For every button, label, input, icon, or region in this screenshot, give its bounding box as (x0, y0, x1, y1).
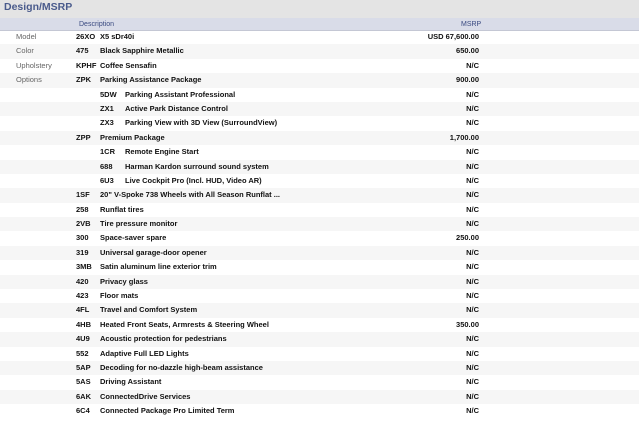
option-description: Acoustic protection for pedestrians (100, 334, 227, 344)
table-row (0, 375, 639, 389)
option-description: Space-saver spare (100, 233, 167, 243)
option-code: ZX1 (100, 103, 114, 113)
option-price: 1,700.00 (449, 132, 479, 142)
option-description: Premium Package (100, 132, 165, 142)
description-column-header: Description (79, 21, 115, 28)
option-code: 6AK (76, 391, 92, 401)
table-row (0, 88, 639, 102)
option-price: N/C (466, 161, 479, 171)
msrp-column-header: MSRP (461, 21, 482, 28)
option-code: 5DW (100, 89, 117, 99)
option-price: N/C (466, 147, 479, 157)
option-price: N/C (466, 406, 479, 416)
option-description: Adaptive Full LED Lights (100, 348, 189, 358)
option-price: USD 67,600.00 (427, 32, 479, 41)
option-code: 300 (76, 233, 89, 243)
option-description: Tire pressure monitor (100, 219, 178, 229)
option-description: Parking Assistant Professional (125, 89, 236, 99)
table-row (0, 102, 639, 116)
option-price: N/C (466, 377, 479, 387)
option-description: Black Sapphire Metallic (100, 46, 184, 56)
option-price: 650.00 (456, 46, 479, 56)
table-row (0, 73, 639, 87)
section-title: Design/MSRP (4, 1, 73, 13)
option-price: N/C (466, 291, 479, 301)
table-row (0, 246, 639, 260)
option-price: 350.00 (456, 319, 479, 329)
option-description: X5 sDr40i (100, 32, 135, 41)
option-code: 4FL (76, 305, 90, 315)
option-code: 6C4 (76, 406, 90, 416)
option-description: Parking View with 3D View (SurroundView) (125, 118, 278, 128)
option-price: N/C (466, 89, 479, 99)
option-description: ConnectedDrive Services (100, 391, 191, 401)
option-description: Travel and Comfort System (100, 305, 198, 315)
option-price: N/C (466, 219, 479, 229)
option-description: Heated Front Seats, Armrests & Steering Wheel (100, 319, 269, 329)
option-price: N/C (466, 103, 479, 113)
option-price: N/C (466, 391, 479, 401)
option-price: N/C (466, 262, 479, 272)
table-row (0, 332, 639, 346)
option-code: 4HB (76, 319, 92, 329)
row-category: Upholstery (16, 60, 52, 70)
option-code: KPHF (76, 60, 97, 70)
option-code: 4U9 (76, 334, 90, 344)
option-description: Harman Kardon surround sound system (125, 161, 269, 171)
table-row (0, 303, 639, 317)
table-row (0, 318, 639, 332)
option-code: 3MB (76, 262, 92, 272)
option-description: Decoding for no-dazzle high-beam assistance (100, 362, 263, 372)
table-row (0, 145, 639, 159)
table-row (0, 231, 639, 245)
table-row (0, 116, 639, 130)
option-price: N/C (466, 348, 479, 358)
option-price: N/C (466, 334, 479, 344)
option-description: Parking Assistance Package (100, 75, 202, 85)
option-price: N/C (466, 305, 479, 315)
option-description: Coffee Sensafin (100, 60, 157, 70)
option-description: Connected Package Pro Limited Term (100, 406, 235, 416)
option-code: 1SF (76, 190, 90, 200)
table-row (0, 44, 639, 58)
table-row (0, 188, 639, 202)
option-price: N/C (466, 362, 479, 372)
option-code: 6U3 (100, 175, 114, 185)
option-description: Runflat tires (100, 204, 144, 214)
option-description: 20" V-Spoke 738 Wheels with All Season Runflat ... (100, 190, 280, 200)
option-price: N/C (466, 175, 479, 185)
table-row (0, 390, 639, 404)
option-description: Floor mats (100, 291, 139, 301)
option-description: Privacy glass (100, 276, 148, 286)
option-code: 423 (76, 291, 89, 301)
table-row (0, 217, 639, 231)
option-code: ZX3 (100, 118, 114, 128)
table-row (0, 30, 639, 44)
section-header (0, 0, 639, 18)
option-code: 1CR (100, 147, 116, 157)
option-description: Driving Assistant (100, 377, 162, 387)
table-row (0, 59, 639, 73)
table-row (0, 275, 639, 289)
option-code: 2VB (76, 219, 91, 229)
table-row (0, 404, 639, 418)
option-code: 258 (76, 204, 89, 214)
option-description: Remote Engine Start (125, 147, 199, 157)
table-row (0, 203, 639, 217)
option-list (0, 30, 639, 419)
option-description: Live Cockpit Pro (Incl. HUD, Video AR) (125, 175, 262, 185)
table-row (0, 131, 639, 145)
table-row (0, 361, 639, 375)
table-row (0, 260, 639, 274)
option-code: 552 (76, 348, 89, 358)
option-code: 5AP (76, 362, 91, 372)
table-row (0, 289, 639, 303)
option-code: 475 (76, 46, 89, 56)
option-description: Universal garage-door opener (100, 247, 207, 257)
option-code: ZPK (76, 75, 91, 85)
option-price: N/C (466, 276, 479, 286)
option-code: 5AS (76, 377, 91, 387)
table-row (0, 160, 639, 174)
table-row (0, 174, 639, 188)
row-category: Options (16, 75, 42, 85)
option-description: Active Park Distance Control (125, 103, 228, 113)
option-description: Satin aluminum line exterior trim (100, 262, 217, 272)
option-price: N/C (466, 247, 479, 257)
option-code: 26XO (76, 32, 96, 41)
option-code: 420 (76, 276, 89, 286)
option-price: N/C (466, 190, 479, 200)
option-price: 250.00 (456, 233, 479, 243)
option-code: 319 (76, 247, 89, 257)
option-price: N/C (466, 118, 479, 128)
row-category: Color (16, 46, 34, 56)
table-row (0, 347, 639, 361)
option-code: 688 (100, 161, 113, 171)
option-code: ZPP (76, 132, 91, 142)
option-price: N/C (466, 60, 479, 70)
option-price: N/C (466, 204, 479, 214)
row-category: Model (16, 32, 37, 41)
option-price: 900.00 (456, 75, 479, 85)
